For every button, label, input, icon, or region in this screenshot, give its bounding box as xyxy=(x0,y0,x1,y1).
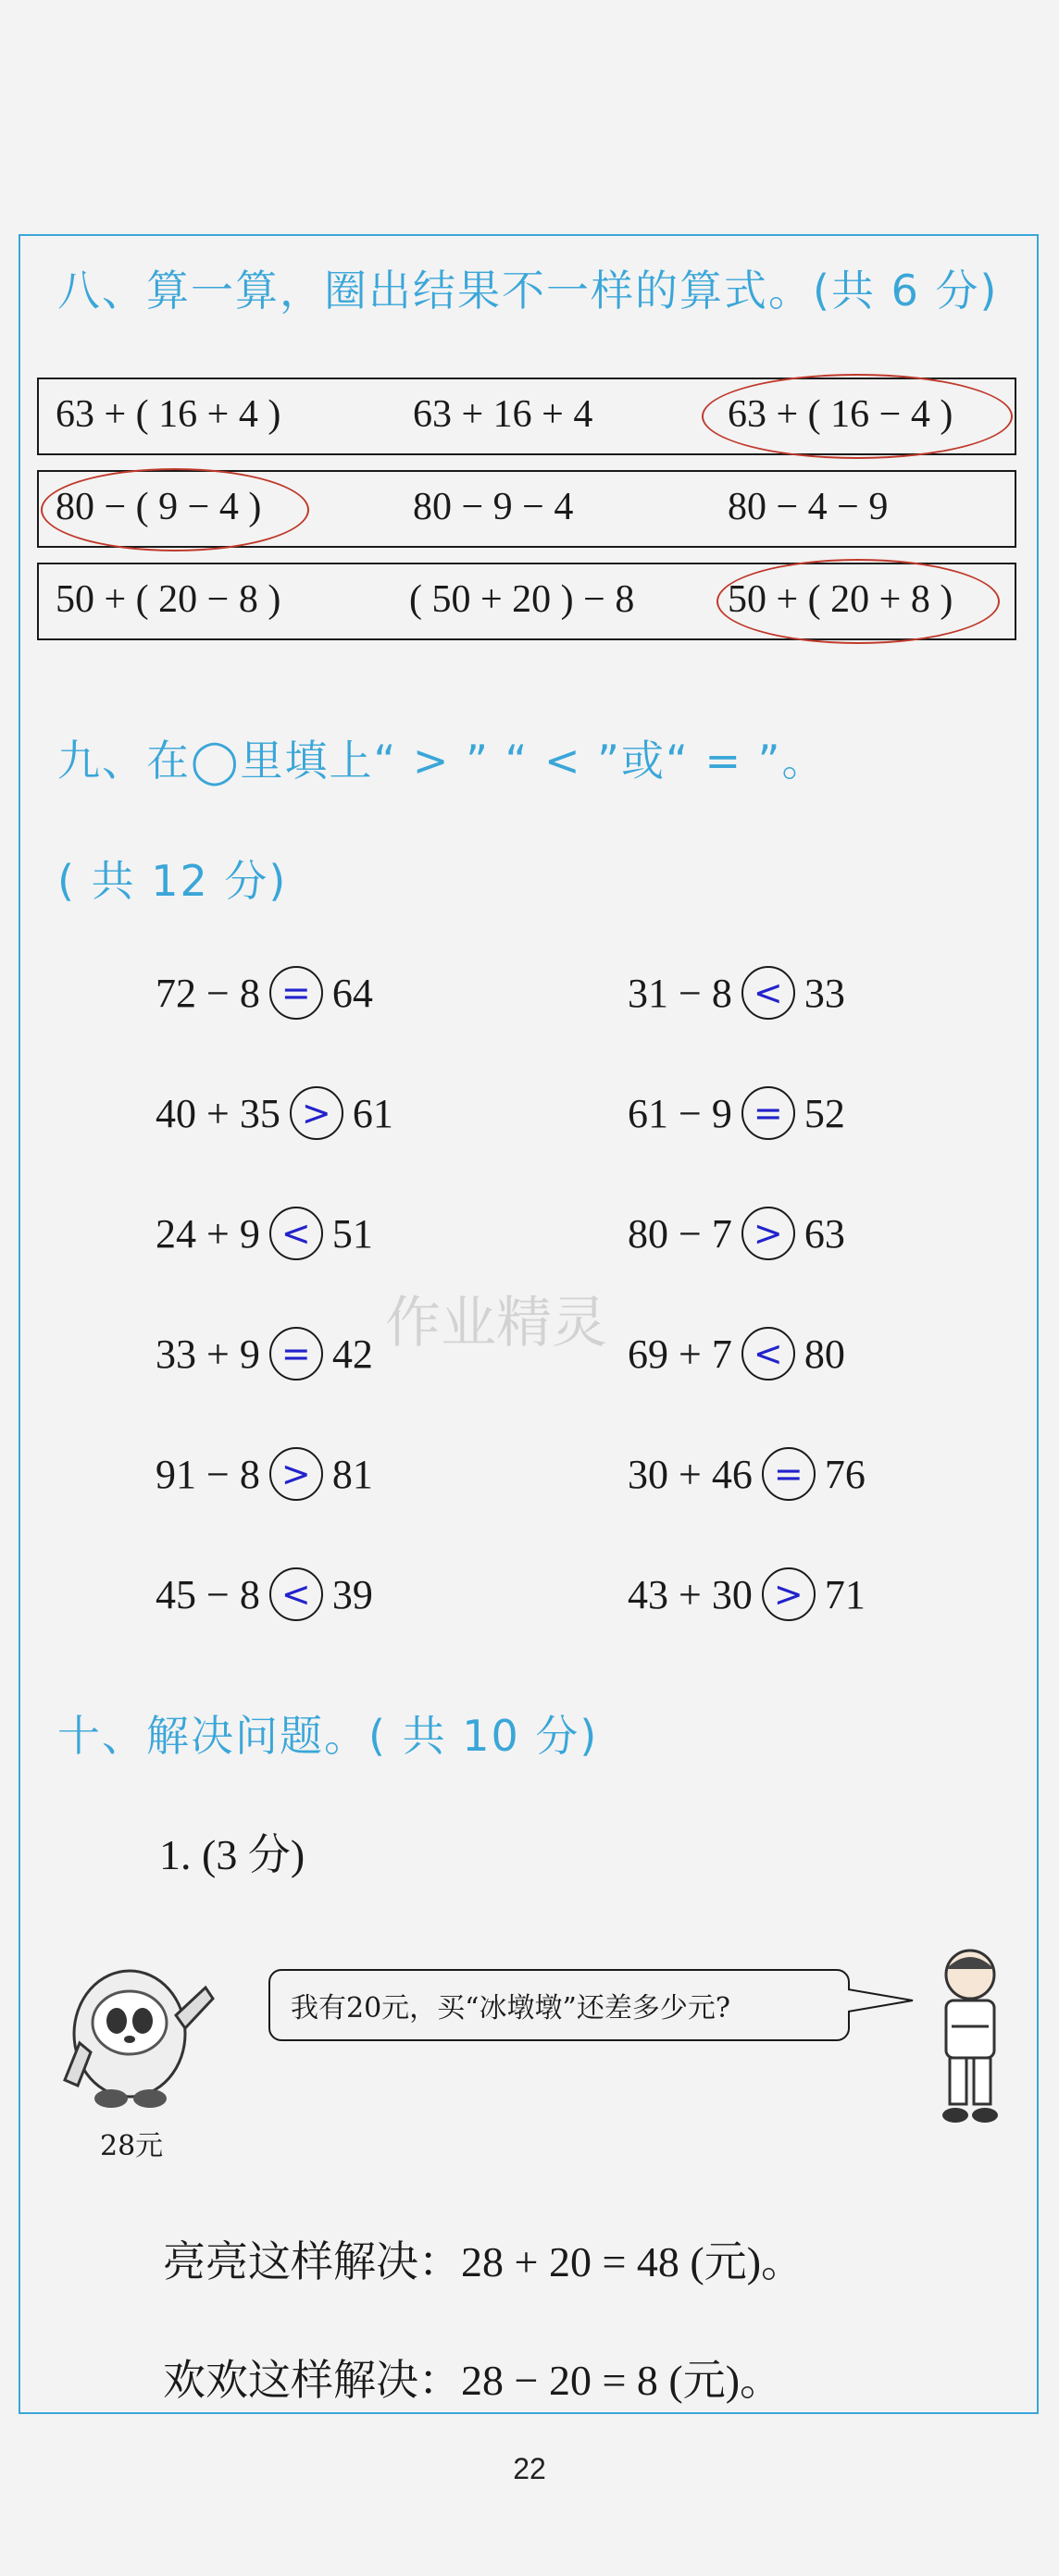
speech-bubble: 我有20元，买“冰墩墩”还差多少元? xyxy=(268,1969,850,2041)
compare-item xyxy=(628,1207,845,1260)
expr: 80 − ( 9 − 4 ) xyxy=(56,486,262,528)
compare-left: 31 − 8 xyxy=(628,970,732,1016)
compare-right: 80 xyxy=(804,1331,845,1377)
answer-circle[interactable]: > xyxy=(290,1086,343,1140)
section9-title: 九、在◯里填上“ > ” “ < ”或“ = ”。 xyxy=(57,736,827,786)
answer-circle[interactable]: > xyxy=(741,1207,795,1260)
answer-circle[interactable]: < xyxy=(741,1327,795,1381)
compare-right: 61 xyxy=(352,1090,393,1136)
circle-mark xyxy=(41,468,309,551)
compare-left: 45 − 8 xyxy=(156,1571,260,1617)
solution-line-2: 欢欢这样解决：28 − 20 = 8 (元)。 xyxy=(163,2357,783,2404)
compare-item xyxy=(628,1086,845,1140)
expr-row-1 xyxy=(37,378,1016,455)
compare-right: 39 xyxy=(331,1571,373,1617)
expr: 50 + ( 20 + 8 ) xyxy=(728,578,953,621)
speech-tail xyxy=(848,1986,915,2017)
expr-row-2 xyxy=(37,470,1016,548)
circle-mark xyxy=(716,559,1000,644)
price-label: 28元 xyxy=(100,2130,164,2162)
compare-item xyxy=(156,1567,373,1621)
compare-right: 76 xyxy=(824,1451,866,1497)
answer-circle[interactable]: < xyxy=(269,1207,323,1260)
section8-title: 八、算一算，圈出结果不一样的算式。(共 6 分) xyxy=(57,266,999,316)
compare-right: 64 xyxy=(331,970,373,1016)
page-number: 22 xyxy=(513,2452,546,2485)
question-1-label: 1. (3 分) xyxy=(159,1831,305,1878)
compare-left: 24 + 9 xyxy=(156,1210,260,1257)
compare-item xyxy=(156,1086,393,1140)
compare-right: 52 xyxy=(804,1090,845,1136)
answer-circle[interactable]: > xyxy=(269,1447,323,1501)
compare-left: 43 + 30 xyxy=(628,1571,753,1617)
compare-left: 30 + 46 xyxy=(628,1451,753,1497)
expr: 80 − 9 − 4 xyxy=(413,486,574,528)
section9-subtitle: ( 共 12 分) xyxy=(57,856,288,906)
expr: 63 + ( 16 − 4 ) xyxy=(728,393,953,436)
boy-illustration xyxy=(924,1943,1013,2137)
answer-circle[interactable]: = xyxy=(269,1327,323,1381)
compare-right: 33 xyxy=(804,970,845,1016)
compare-left: 40 + 35 xyxy=(156,1090,280,1136)
expr: 63 + 16 + 4 xyxy=(413,393,593,436)
expr: 63 + ( 16 + 4 ) xyxy=(56,393,281,436)
watermark: 作业精灵 xyxy=(385,1291,607,1356)
compare-item xyxy=(628,1327,845,1381)
answer-circle[interactable]: > xyxy=(762,1567,816,1621)
expr: ( 50 + 20 ) − 8 xyxy=(409,578,635,621)
compare-item xyxy=(156,1327,373,1381)
compare-item xyxy=(628,1447,866,1501)
expr: 80 − 4 − 9 xyxy=(728,486,889,528)
compare-left: 61 − 9 xyxy=(628,1090,732,1136)
compare-left: 91 − 8 xyxy=(156,1451,260,1497)
answer-circle[interactable]: = xyxy=(741,1086,795,1140)
compare-left: 72 − 8 xyxy=(156,970,260,1016)
answer-circle[interactable]: < xyxy=(269,1567,323,1621)
mascot-illustration xyxy=(57,1951,222,2117)
compare-item xyxy=(156,1207,373,1260)
expr-row-3 xyxy=(37,563,1016,640)
compare-right: 71 xyxy=(824,1571,866,1617)
answer-circle[interactable]: = xyxy=(762,1447,816,1501)
compare-item xyxy=(156,1447,373,1501)
section10-title: 十、解决问题。( 共 10 分) xyxy=(57,1711,599,1761)
answer-circle[interactable]: = xyxy=(269,966,323,1020)
compare-left: 80 − 7 xyxy=(628,1210,732,1257)
compare-right: 63 xyxy=(804,1210,845,1257)
compare-right: 42 xyxy=(331,1331,373,1377)
compare-right: 81 xyxy=(331,1451,373,1497)
compare-left: 33 + 9 xyxy=(156,1331,260,1377)
compare-right: 51 xyxy=(331,1210,373,1257)
compare-item xyxy=(628,966,845,1020)
answer-circle[interactable]: < xyxy=(741,966,795,1020)
expr: 50 + ( 20 − 8 ) xyxy=(56,578,281,621)
compare-item xyxy=(628,1567,866,1621)
compare-item xyxy=(156,966,373,1020)
circle-mark xyxy=(702,374,1013,459)
solution-line-1: 亮亮这样解决：28 + 20 = 48 (元)。 xyxy=(163,2238,804,2285)
compare-left: 69 + 7 xyxy=(628,1331,732,1377)
